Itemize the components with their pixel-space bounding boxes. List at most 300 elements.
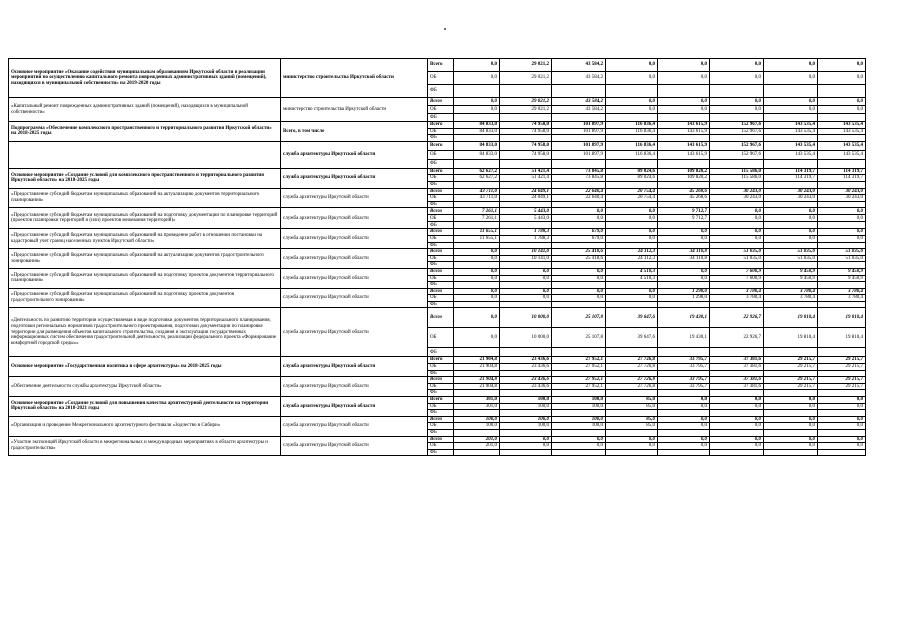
amount-cell: 0,0 xyxy=(606,208,658,215)
table-row xyxy=(9,188,866,195)
amount-cell: 0,0 xyxy=(764,436,818,443)
amount-cell xyxy=(552,430,606,437)
amount-cell xyxy=(500,348,552,357)
amount-cell xyxy=(500,301,552,308)
amount-cell xyxy=(764,449,818,456)
amount-cell: 0,0 xyxy=(710,215,764,222)
executor: служба архитектуры Иркутской области xyxy=(281,168,428,188)
amount-cell xyxy=(552,135,606,142)
amount-cell xyxy=(764,262,818,269)
amount-cell: 0,0 xyxy=(552,436,606,443)
amount-cell: 19 810,4 xyxy=(818,308,866,328)
executor: служба архитектуры Иркутской области xyxy=(281,416,428,436)
table-body xyxy=(9,59,866,456)
amount-cell: 0,0 xyxy=(710,59,764,72)
amount-cell: 201,0 xyxy=(454,436,500,443)
amount-cell xyxy=(818,222,866,229)
amount-cell: 0,0 xyxy=(606,295,658,302)
table-row xyxy=(9,122,866,129)
funding-source: ОБ xyxy=(428,128,454,135)
amount-cell: 0,0 xyxy=(710,229,764,236)
amount-cell: 0,0 xyxy=(710,208,764,215)
amount-cell xyxy=(764,410,818,417)
amount-cell: 109 820,2 xyxy=(658,175,710,182)
amount-cell: 29 021,2 xyxy=(500,98,552,106)
amount-cell: 0,0 xyxy=(658,59,710,72)
funding-source: ФБ xyxy=(428,159,454,168)
funding-source: ОБ xyxy=(428,255,454,262)
amount-cell: 0,0 xyxy=(454,295,500,302)
amount-cell: 0,0 xyxy=(454,268,500,275)
funding-source: ОБ xyxy=(428,328,454,348)
amount-cell xyxy=(500,242,552,249)
amount-cell: 21 904,8 xyxy=(454,364,500,371)
amount-cell: 0,0 xyxy=(764,229,818,236)
amount-cell: 0,0 xyxy=(710,397,764,404)
amount-cell xyxy=(552,159,606,168)
amount-cell xyxy=(764,282,818,289)
amount-cell xyxy=(710,370,764,377)
amount-cell xyxy=(606,348,658,357)
amount-cell: 3 780,4 xyxy=(818,288,866,295)
amount-cell: 4 510,3 xyxy=(606,275,658,282)
executor: служба архитектуры Иркутской области xyxy=(281,141,428,168)
amount-cell: 0,0 xyxy=(710,235,764,242)
amount-cell: 0,0 xyxy=(606,229,658,236)
amount-cell: 29 215,7 xyxy=(764,364,818,371)
amount-cell xyxy=(454,85,500,98)
amount-cell xyxy=(500,449,552,456)
amount-cell xyxy=(764,201,818,208)
funding-source: ФБ xyxy=(428,301,454,308)
amount-cell: 29 215,7 xyxy=(818,357,866,364)
amount-cell: 0,0 xyxy=(764,215,818,222)
amount-cell: 29 021,2 xyxy=(500,59,552,72)
amount-cell xyxy=(454,370,500,377)
amount-cell: 0,0 xyxy=(606,59,658,72)
amount-cell: 0,0 xyxy=(764,72,818,85)
amount-cell: 0,0 xyxy=(818,229,866,236)
amount-cell xyxy=(606,222,658,229)
amount-cell xyxy=(710,181,764,188)
executor: служба архитектуры Иркутской области xyxy=(281,229,428,249)
amount-cell: 0,0 xyxy=(818,416,866,423)
amount-cell: 9 450,9 xyxy=(818,275,866,282)
funding-source: ОБ xyxy=(428,275,454,282)
funding-source: ФБ xyxy=(428,222,454,229)
amount-cell: 0,0 xyxy=(454,59,500,72)
amount-cell xyxy=(658,201,710,208)
amount-cell: 27 726,8 xyxy=(606,383,658,390)
amount-cell: 74 958,0 xyxy=(500,122,552,129)
amount-cell: 89 024,6 xyxy=(606,168,658,175)
amount-cell: 27 952,1 xyxy=(552,357,606,364)
table-row xyxy=(9,141,866,150)
amount-cell xyxy=(658,410,710,417)
amount-cell: 0,0 xyxy=(818,215,866,222)
amount-cell: 114 319,7 xyxy=(818,175,866,182)
amount-cell xyxy=(454,449,500,456)
amount-cell: 37 381,6 xyxy=(710,377,764,384)
amount-cell: 43 584,2 xyxy=(552,98,606,106)
funding-source: Всего xyxy=(428,141,454,150)
funding-source: Всего xyxy=(428,397,454,404)
activity-name: «Предоставление субсидий бюджетам муниципальных образований на актуализацию документов территориального планирования» xyxy=(9,188,281,208)
amount-cell xyxy=(764,85,818,98)
amount-cell xyxy=(454,301,500,308)
amount-cell: 301,0 xyxy=(454,403,500,410)
amount-cell xyxy=(454,430,500,437)
amount-cell xyxy=(818,262,866,269)
amount-cell: 27 726,8 xyxy=(606,357,658,364)
table-row xyxy=(9,168,866,175)
amount-cell: 0,0 xyxy=(764,416,818,423)
table-row xyxy=(9,249,866,256)
amount-cell: 0,0 xyxy=(658,275,710,282)
executor: служба архитектуры Иркутской области xyxy=(281,208,428,229)
amount-cell: 29 215,7 xyxy=(818,364,866,371)
amount-cell: 0,0 xyxy=(454,98,500,106)
table-row xyxy=(9,308,866,328)
amount-cell: 0,0 xyxy=(606,235,658,242)
amount-cell xyxy=(658,262,710,269)
amount-cell: 115 586,0 xyxy=(710,168,764,175)
amount-cell: 85,0 xyxy=(606,403,658,410)
amount-cell: 29 021,2 xyxy=(500,106,552,114)
amount-cell: 0,0 xyxy=(500,436,552,443)
amount-cell: 51 035,0 xyxy=(710,249,764,256)
amount-cell xyxy=(710,201,764,208)
amount-cell: 23 436,6 xyxy=(500,377,552,384)
funding-source: ОБ xyxy=(428,423,454,430)
amount-cell xyxy=(552,201,606,208)
amount-cell xyxy=(764,159,818,168)
amount-cell: 0,0 xyxy=(552,288,606,295)
activity-name: Подпрограмма «Обеспечение комплексного пространственного и территориального развития Иркутской области» на 2018-2025 годы xyxy=(9,122,281,142)
amount-cell xyxy=(454,222,500,229)
amount-cell: 143 535,4 xyxy=(764,150,818,159)
amount-cell: 0,0 xyxy=(658,397,710,404)
amount-cell: 7 600,9 xyxy=(710,275,764,282)
amount-cell: 33 795,7 xyxy=(658,377,710,384)
amount-cell: 143 535,4 xyxy=(818,141,866,150)
amount-cell xyxy=(818,85,866,98)
amount-cell: 84 833,0 xyxy=(454,122,500,129)
table-row xyxy=(9,397,866,404)
amount-cell xyxy=(500,201,552,208)
funding-source: Всего xyxy=(428,249,454,256)
funding-source: ФБ xyxy=(428,282,454,289)
table-row xyxy=(9,357,866,364)
amount-cell: 1 298,0 xyxy=(658,288,710,295)
amount-cell xyxy=(606,114,658,122)
amount-cell: 22 640,4 xyxy=(552,188,606,195)
amount-cell: 143 535,4 xyxy=(764,128,818,135)
amount-cell: 0,0 xyxy=(710,98,764,106)
amount-cell: 24 112,3 xyxy=(606,249,658,256)
amount-cell: 25 107,8 xyxy=(552,328,606,348)
amount-cell: 100,0 xyxy=(454,423,500,430)
amount-cell xyxy=(552,410,606,417)
amount-cell: 34 110,8 xyxy=(658,249,710,256)
funding-source: ОБ xyxy=(428,295,454,302)
amount-cell: 25 107,8 xyxy=(552,308,606,328)
amount-cell: 0,0 xyxy=(764,98,818,106)
amount-cell: 84 833,0 xyxy=(454,150,500,159)
table-row xyxy=(9,377,866,384)
executor: служба архитектуры Иркутской области xyxy=(281,357,428,377)
amount-cell: 101 897,9 xyxy=(552,128,606,135)
amount-cell: 101 897,9 xyxy=(552,141,606,150)
executor: министерство строительства Иркутской области xyxy=(281,98,428,122)
funding-source: Всего xyxy=(428,59,454,72)
amount-cell xyxy=(500,159,552,168)
executor: служба архитектуры Иркутской области xyxy=(281,188,428,208)
amount-cell: 85,0 xyxy=(606,416,658,423)
amount-cell: 33 795,7 xyxy=(658,357,710,364)
amount-cell: 37 381,6 xyxy=(710,364,764,371)
amount-cell: 27 952,1 xyxy=(552,377,606,384)
amount-cell: 0,0 xyxy=(818,98,866,106)
amount-cell: 0,0 xyxy=(552,443,606,450)
amount-cell: 100,0 xyxy=(454,416,500,423)
activity-name: «Деятельность по развитию территории осуществляемая в виде подготовки документов территориального планирования, подготовки региональных нормативов градостроительного проектирования, подготовки документации по планировке территории для размещения объектов капитального строительства, создания и эксплуатации государственных информационных систем обеспечения градостроительной деятельности, реализации федерального проекта «Формирование комфортной городской среды»» xyxy=(9,308,281,357)
amount-cell: 29 215,7 xyxy=(764,383,818,390)
amount-cell xyxy=(818,390,866,397)
amount-cell: 43 584,2 xyxy=(552,106,606,114)
activity-name: «Предоставление субсидий бюджетам муниципальных образований на подготовку проектов документов территориального планирования» xyxy=(9,268,281,288)
amount-cell xyxy=(658,242,710,249)
amount-cell: 24 112,3 xyxy=(606,255,658,262)
amount-cell: 30 243,0 xyxy=(764,188,818,195)
amount-cell xyxy=(710,449,764,456)
amount-cell xyxy=(606,449,658,456)
amount-cell: 1 788,3 xyxy=(500,235,552,242)
funding-source: ФБ xyxy=(428,348,454,357)
amount-cell xyxy=(818,370,866,377)
amount-cell: 30 243,0 xyxy=(710,188,764,195)
amount-cell xyxy=(454,114,500,122)
amount-cell: 0,0 xyxy=(658,403,710,410)
amount-cell: 45 268,6 xyxy=(658,195,710,202)
amount-cell: 114 319,7 xyxy=(764,168,818,175)
amount-cell: 0,0 xyxy=(606,106,658,114)
amount-cell: 30 243,0 xyxy=(710,195,764,202)
activity-name: «Капитальный ремонт поврежденных административных зданий (помещений), находящихся в муниципальной собственности» xyxy=(9,98,281,122)
amount-cell xyxy=(818,242,866,249)
amount-cell xyxy=(818,301,866,308)
executor: Всего, в том числе xyxy=(281,122,428,142)
amount-cell: 51 421,4 xyxy=(500,168,552,175)
amount-cell: 0,0 xyxy=(552,268,606,275)
funding-source: ФБ xyxy=(428,430,454,437)
activity-name: «Организация и проведение Межрегионального архитектурного фестиваля «Зодчество в Сибири» xyxy=(9,416,281,436)
funding-source: ФБ xyxy=(428,449,454,456)
amount-cell xyxy=(658,159,710,168)
amount-cell xyxy=(454,282,500,289)
amount-cell: 51 035,0 xyxy=(764,249,818,256)
amount-cell: 0,0 xyxy=(710,416,764,423)
amount-cell xyxy=(606,159,658,168)
amount-cell xyxy=(658,135,710,142)
amount-cell xyxy=(658,181,710,188)
amount-cell: 27 726,8 xyxy=(606,364,658,371)
amount-cell xyxy=(658,282,710,289)
amount-cell: 0,0 xyxy=(764,423,818,430)
amount-cell: 116 836,4 xyxy=(606,141,658,150)
amount-cell xyxy=(818,135,866,142)
table-row xyxy=(9,436,866,443)
amount-cell: 0,0 xyxy=(606,443,658,450)
executor: служба архитектуры Иркутской области xyxy=(281,249,428,269)
funding-source: ОБ xyxy=(428,175,454,182)
amount-cell: 51 035,0 xyxy=(764,255,818,262)
amount-cell: 3 780,4 xyxy=(710,288,764,295)
amount-cell xyxy=(552,370,606,377)
amount-cell xyxy=(710,159,764,168)
amount-cell: 74 958,0 xyxy=(500,141,552,150)
amount-cell xyxy=(500,222,552,229)
amount-cell: 101 897,9 xyxy=(552,150,606,159)
activity-name xyxy=(9,141,281,168)
amount-cell: 10 000,0 xyxy=(500,308,552,328)
amount-cell: 23 436,6 xyxy=(500,364,552,371)
amount-cell xyxy=(552,242,606,249)
amount-cell xyxy=(606,370,658,377)
funding-source: Всего xyxy=(428,98,454,106)
amount-cell xyxy=(818,114,866,122)
page-mark xyxy=(444,28,446,30)
amount-cell: 143 615,9 xyxy=(658,141,710,150)
budget-table xyxy=(8,58,866,456)
funding-source: Всего xyxy=(428,416,454,423)
amount-cell: 1 788,3 xyxy=(500,229,552,236)
funding-source: Всего xyxy=(428,229,454,236)
executor: служба архитектуры Иркутской области xyxy=(281,436,428,456)
table-row xyxy=(9,268,866,275)
amount-cell: 0,0 xyxy=(818,72,866,85)
amount-cell: 109 820,2 xyxy=(658,168,710,175)
amount-cell xyxy=(500,390,552,397)
activity-name: «Обеспечение деятельности службы архитектуры Иркутской области» xyxy=(9,377,281,397)
amount-cell: 0,0 xyxy=(454,328,500,348)
amount-cell xyxy=(710,262,764,269)
funding-source: ФБ xyxy=(428,242,454,249)
amount-cell: 0,0 xyxy=(454,255,500,262)
amount-cell: 3 780,4 xyxy=(818,295,866,302)
table-row xyxy=(9,208,866,215)
funding-source: Всего xyxy=(428,436,454,443)
amount-cell xyxy=(606,430,658,437)
amount-cell: 74 958,0 xyxy=(500,150,552,159)
amount-cell: 0,0 xyxy=(454,72,500,85)
amount-cell xyxy=(500,85,552,98)
amount-cell: 85,0 xyxy=(606,397,658,404)
amount-cell: 1 298,0 xyxy=(658,295,710,302)
amount-cell xyxy=(454,390,500,397)
amount-cell: 7 600,9 xyxy=(710,268,764,275)
amount-cell: 51 035,0 xyxy=(818,255,866,262)
funding-source: ФБ xyxy=(428,410,454,417)
amount-cell: 100,0 xyxy=(500,416,552,423)
amount-cell: 100,0 xyxy=(500,397,552,404)
amount-cell xyxy=(606,282,658,289)
amount-cell: 3 780,4 xyxy=(764,288,818,295)
amount-cell xyxy=(606,410,658,417)
amount-cell: 152 967,6 xyxy=(710,122,764,129)
activity-name: «Предоставление субсидий бюджетам муниципальных образований на проведение работ в отношении постановки на кадастровый учет границ населенных пунктов Иркутской области» xyxy=(9,229,281,249)
amount-cell: 152 967,6 xyxy=(710,128,764,135)
amount-cell: 0,0 xyxy=(818,106,866,114)
amount-cell: 29 215,7 xyxy=(818,377,866,384)
funding-source: ОБ xyxy=(428,150,454,159)
amount-cell: 100,0 xyxy=(552,397,606,404)
amount-cell xyxy=(606,262,658,269)
funding-source: Всего xyxy=(428,188,454,195)
amount-cell: 84 833,0 xyxy=(454,141,500,150)
amount-cell xyxy=(552,449,606,456)
amount-cell: 43 711,0 xyxy=(454,195,500,202)
amount-cell: 0,0 xyxy=(500,268,552,275)
activity-name: «Участие экспозиций Иркутской области в межрегиональных и международных мероприятиях в области архитектуры и градостроительства» xyxy=(9,436,281,456)
amount-cell: 0,0 xyxy=(710,106,764,114)
amount-cell: 0,0 xyxy=(606,98,658,106)
amount-cell: 0,0 xyxy=(818,208,866,215)
amount-cell: 100,0 xyxy=(500,423,552,430)
funding-source: ФБ xyxy=(428,135,454,142)
activity-name: Основное мероприятие «Создание условий для комплексного пространственного и территориального развития Иркутской области» на 2018-2025 годы xyxy=(9,168,281,188)
funding-source: ФБ xyxy=(428,181,454,188)
amount-cell: 33 795,7 xyxy=(658,383,710,390)
amount-cell: 33 795,7 xyxy=(658,364,710,371)
activity-name: Основное мероприятие «Оказание содействия муниципальным образованиям Иркутской области в реализации мероприятий по осуществлению капитального ремонта поврежденных административных зданий (помещений), находящихся в муниципальной собственности» на 2019-2020 годы xyxy=(9,59,281,98)
funding-source: Всего xyxy=(428,308,454,328)
amount-cell: 100,0 xyxy=(552,416,606,423)
amount-cell xyxy=(454,159,500,168)
amount-cell xyxy=(552,181,606,188)
funding-source: ФБ xyxy=(428,262,454,269)
amount-cell: 143 535,4 xyxy=(818,128,866,135)
amount-cell: 116 836,4 xyxy=(606,150,658,159)
amount-cell xyxy=(818,201,866,208)
amount-cell xyxy=(710,348,764,357)
amount-cell: 143 615,9 xyxy=(658,122,710,129)
table-row xyxy=(9,59,866,72)
amount-cell xyxy=(606,301,658,308)
amount-cell xyxy=(818,181,866,188)
amount-cell: 9 450,9 xyxy=(818,268,866,275)
amount-cell: 0,0 xyxy=(818,235,866,242)
amount-cell: 29 215,7 xyxy=(818,383,866,390)
amount-cell xyxy=(500,430,552,437)
amount-cell xyxy=(710,430,764,437)
amount-cell: 0,0 xyxy=(764,403,818,410)
amount-cell xyxy=(818,282,866,289)
amount-cell xyxy=(710,114,764,122)
amount-cell: 679,0 xyxy=(552,229,606,236)
amount-cell: 0,0 xyxy=(552,275,606,282)
amount-cell xyxy=(658,370,710,377)
funding-source: Всего xyxy=(428,168,454,175)
amount-cell: 24 049,1 xyxy=(500,188,552,195)
amount-cell xyxy=(658,430,710,437)
amount-cell xyxy=(710,301,764,308)
funding-source: ОБ xyxy=(428,403,454,410)
funding-source: Всего xyxy=(428,268,454,275)
table-row xyxy=(9,416,866,423)
amount-cell: 62 627,2 xyxy=(454,175,500,182)
table-row xyxy=(9,229,866,236)
